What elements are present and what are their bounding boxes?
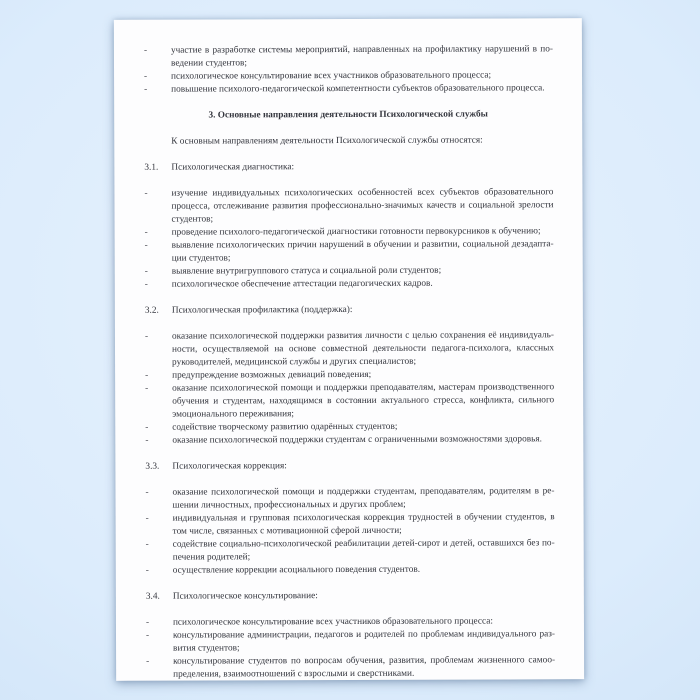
list-item — [145, 654, 555, 681]
list-item — [145, 628, 555, 655]
list-item-text: проведение психолого-педагогической диагностики готовности первокурсников к обучению; — [171, 226, 541, 238]
section-list-3-2 — [144, 329, 554, 447]
list-item-text: повышение психолого-педагогической компетентности субъектов образовательного процесса. — [171, 83, 545, 95]
section-title: Психологическая диагностика: — [171, 162, 295, 173]
list-item-text: психологическое обеспечение аттестации педагогических кадров. — [171, 278, 433, 290]
list-item-text: психологическое консультирование всех участников образовательного процесса: — [172, 616, 493, 628]
dash-bullet: - — [145, 435, 149, 446]
dash-bullet: - — [145, 422, 149, 433]
dash-bullet: - — [145, 630, 150, 641]
list-item-text: предупреждение возможных девиаций поведения; — [172, 369, 372, 381]
list-item-text: индивидуальная и групповая психологическая коррекция трудностей в обучении студентов, в том числе, связанных с мотивационной сферой личности; — [172, 512, 555, 537]
section-title: Психологическое консультирование: — [172, 591, 318, 602]
list-item-text: участие в разработке системы мероприятий, направленных на профилактику нарушений в поведении студентов; — [170, 44, 553, 69]
section-heading: 3. Основные направления деятельности Психологической службы — [208, 109, 488, 121]
list-item-text: оказание психологической поддержки студентам с ограниченными возможностями здоровья. — [172, 434, 542, 446]
document-page — [114, 18, 584, 681]
section-head-3-2 — [144, 303, 554, 317]
list-item — [144, 433, 554, 447]
dash-bullet: - — [144, 188, 148, 199]
dash-bullet: - — [144, 279, 148, 290]
list-item-text: осуществление коррекции асоциального поведения студентов. — [172, 564, 421, 576]
dash-bullet: - — [145, 565, 149, 576]
section-number: 3.4. — [145, 591, 160, 602]
dash-bullet: - — [144, 84, 148, 95]
dash-bullet: - — [144, 240, 148, 251]
list-item — [145, 563, 555, 577]
list-item — [143, 186, 553, 226]
list-item — [145, 511, 555, 538]
list-item-text: психологическое консультирование всех участников образовательного процесса; — [171, 70, 492, 82]
dash-bullet: - — [145, 383, 149, 394]
list-item — [144, 485, 554, 512]
section-title: Психологическая коррекция: — [172, 461, 287, 472]
dash-bullet: - — [145, 370, 149, 381]
section-title: Психологическая профилактика (поддержка): — [171, 304, 353, 316]
list-item-text: изучение индивидуальных психологических особенностей всех субъектов образовательного процесса, отслеживание развития профессионально-значимых качеств и социальной зрелости студентов; — [171, 187, 554, 225]
section-number: 3.1. — [144, 162, 159, 173]
list-item — [144, 277, 554, 291]
section-head-3-1 — [143, 160, 553, 174]
section-list-3-1 — [143, 186, 553, 291]
section-list-3-3 — [144, 485, 554, 577]
list-item-text: выявление психологических причин нарушений в обучении и развитии, социальной дезадаптации студентов; — [171, 239, 554, 264]
section-head-3-4 — [145, 589, 555, 603]
intro-list — [143, 43, 553, 96]
dash-bullet: - — [146, 656, 150, 667]
list-item — [144, 381, 554, 421]
dash-bullet: - — [145, 513, 149, 524]
document-content — [114, 18, 584, 681]
list-item-text: оказание психологической помощи и поддержки преподавателям, мастерам производственного обучения и студентам, находящимся в состоянии актуального стресса, конфликта, сильного эмоционального переживания; — [172, 382, 555, 420]
lead-paragraph: К основным направлениям деятельности Психологической службы относятся: — [171, 135, 483, 147]
list-item-text: выявление внутригруппового статуса и социальной роли студентов; — [171, 265, 442, 277]
list-item-text: консультирование студентов по вопросам обучения, развития, проблемам жизненного самоопределения, взаимоотношений с взрослыми и сверстниками. — [173, 655, 556, 680]
list-item — [145, 537, 555, 564]
list-item — [144, 329, 554, 369]
list-item-text: оказание психологической поддержки развития личности с целью сохранения её индивидуальности, осуществляемой на основе совместной деятельности педагога-психолога, классных руководителей, медицинской службы и других специалистов; — [171, 330, 555, 368]
list-item-text: содействие социально-психологической реабилитации детей-сирот и детей, оставшихся без попечения родителей; — [172, 538, 555, 563]
list-item-text: консультирование администрации, педагогов и родителей по проблемам индивидуального развития студентов; — [172, 629, 556, 654]
dash-bullet: - — [143, 45, 148, 56]
dash-bullet: - — [145, 487, 149, 498]
dash-bullet: - — [145, 617, 150, 628]
list-item — [144, 238, 554, 265]
section-list-3-4 — [145, 615, 555, 681]
section-head-3-3 — [144, 459, 554, 473]
dash-bullet: - — [144, 71, 148, 82]
dash-bullet: - — [144, 331, 149, 342]
dash-bullet: - — [144, 266, 148, 277]
list-item-text: оказание психологической помощи и поддержки студентам, преподавателям, родителям в решении личностных, профессиональных и других проблем; — [172, 486, 555, 511]
list-item-text: содействие творческому развитию одарённых студентов; — [172, 421, 398, 433]
dash-bullet: - — [144, 227, 148, 238]
dash-bullet: - — [145, 539, 149, 550]
section-number: 3.3. — [145, 461, 160, 472]
section-number: 3.2. — [144, 305, 159, 316]
list-item — [143, 82, 553, 96]
list-item — [143, 43, 553, 70]
